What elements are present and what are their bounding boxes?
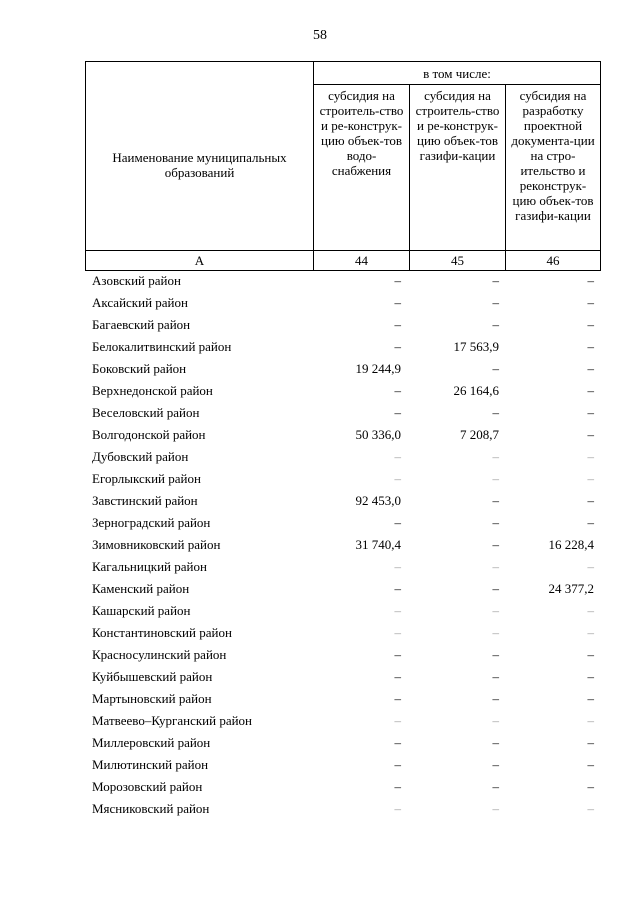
row-value-col-44: –	[394, 581, 401, 596]
table-row	[85, 513, 600, 535]
row-value-col-46: 24 377,2	[548, 581, 594, 596]
row-name: Егорлыкский район	[92, 471, 201, 486]
row-value-col-44: –	[394, 515, 401, 530]
row-value-col-44: –	[394, 801, 401, 816]
column-header-water: субсидия на строитель-ство и ре-конструк-цию объек-тов водо-снабжения	[314, 85, 410, 251]
row-name: Боковский район	[92, 361, 187, 376]
row-value-col-45: –	[492, 713, 499, 728]
row-value-col-46: –	[587, 779, 594, 794]
table-row	[85, 557, 600, 579]
row-value-col-44: 50 336,0	[355, 427, 401, 442]
row-name: Белокалитвинский район	[92, 339, 232, 354]
row-value-col-45: –	[492, 515, 499, 530]
row-value-col-45: –	[492, 559, 499, 574]
row-value-col-46: –	[587, 801, 594, 816]
table-row	[85, 711, 600, 733]
row-name: Милютинский район	[92, 757, 209, 772]
row-value-col-46: –	[587, 427, 594, 442]
column-header-design: субсидия на разработку проектной документа-ции на стро-ительство и реконструк-цию объек-тов газифи-кации	[506, 85, 601, 251]
row-name: Аксайский район	[92, 295, 188, 310]
header-name: Наименование муниципальных образований	[112, 150, 287, 180]
table-header	[85, 61, 601, 271]
row-name: Волгодонской район	[92, 427, 206, 442]
row-name: Кагальницкий район	[92, 559, 207, 574]
row-value-col-46: –	[587, 757, 594, 772]
row-value-col-46: –	[587, 493, 594, 508]
table-row	[85, 799, 600, 821]
table-row	[85, 293, 600, 315]
row-value-col-44: –	[394, 383, 401, 398]
row-name: Каменский район	[92, 581, 190, 596]
table-row	[85, 777, 600, 799]
row-value-col-44: –	[394, 603, 401, 618]
page-number: 58	[313, 28, 327, 43]
row-value-col-45: –	[492, 581, 499, 596]
row-value-col-45: –	[492, 647, 499, 662]
row-value-col-46: –	[587, 449, 594, 464]
row-name: Зерноградский район	[92, 515, 211, 530]
row-value-col-45: –	[492, 471, 499, 486]
row-name: Морозовский район	[92, 779, 203, 794]
row-value-col-44: –	[394, 691, 401, 706]
row-name: Веселовский район	[92, 405, 200, 420]
row-value-col-45: –	[492, 317, 499, 332]
table-row	[85, 491, 600, 513]
row-value-col-46: –	[587, 273, 594, 288]
table-row	[85, 469, 600, 491]
row-value-col-45: 17 563,9	[453, 339, 499, 354]
row-value-col-44: –	[394, 669, 401, 684]
table-row	[85, 535, 600, 557]
row-value-col-45: –	[492, 405, 499, 420]
row-value-col-44: –	[394, 713, 401, 728]
row-value-col-45: –	[492, 691, 499, 706]
row-value-col-45: –	[492, 493, 499, 508]
row-value-col-45: –	[492, 603, 499, 618]
table-row	[85, 645, 600, 667]
row-value-col-46: –	[587, 361, 594, 376]
row-name: Миллеровский район	[92, 735, 211, 750]
table-row	[85, 733, 600, 755]
row-name: Багаевский район	[92, 317, 191, 332]
row-value-col-46: –	[587, 735, 594, 750]
row-value-col-44: –	[394, 449, 401, 464]
table-row	[85, 381, 600, 403]
row-name: Мясниковский район	[92, 801, 210, 816]
column-number-44: 44	[314, 251, 410, 271]
row-name: Завстинский район	[92, 493, 198, 508]
table-row	[85, 667, 600, 689]
column-header-gas: субсидия на строитель-ство и ре-конструк-цию объек-тов газифи-кации	[410, 85, 506, 251]
row-value-col-46: –	[587, 647, 594, 662]
table-body	[85, 271, 600, 821]
row-value-col-44: –	[394, 471, 401, 486]
row-value-col-44: –	[394, 295, 401, 310]
row-name: Константиновский район	[92, 625, 232, 640]
row-value-col-46: –	[587, 669, 594, 684]
row-value-col-44: –	[394, 317, 401, 332]
row-value-col-44: –	[394, 405, 401, 420]
row-name: Мартыновский район	[92, 691, 212, 706]
row-value-col-46: –	[587, 515, 594, 530]
column-number-45: 45	[410, 251, 506, 271]
group-header: в том числе:	[314, 62, 601, 85]
row-value-col-46: –	[587, 559, 594, 574]
row-value-col-45: –	[492, 537, 499, 552]
row-value-col-45: 26 164,6	[453, 383, 499, 398]
row-value-col-44: –	[394, 779, 401, 794]
row-name: Зимовниковский район	[92, 537, 221, 552]
row-name: Матвеево–Курганский район	[92, 713, 253, 728]
row-value-col-44: 31 740,4	[355, 537, 401, 552]
table-row	[85, 755, 600, 777]
row-value-col-45: –	[492, 625, 499, 640]
table-row	[85, 447, 600, 469]
row-value-col-46: –	[587, 603, 594, 618]
table-row	[85, 425, 600, 447]
row-value-col-46: –	[587, 625, 594, 640]
table-row	[85, 315, 600, 337]
row-value-col-45: –	[492, 735, 499, 750]
table-row	[85, 271, 600, 293]
table-row	[85, 623, 600, 645]
row-value-col-45: –	[492, 669, 499, 684]
row-value-col-44: –	[394, 273, 401, 288]
header-name-cell	[86, 62, 314, 251]
row-value-col-46: –	[587, 691, 594, 706]
row-name: Азовский район	[92, 273, 181, 288]
row-value-col-46: 16 228,4	[548, 537, 594, 552]
row-value-col-46: –	[587, 471, 594, 486]
row-value-col-44: 92 453,0	[355, 493, 401, 508]
row-value-col-44: –	[394, 339, 401, 354]
row-value-col-45: –	[492, 449, 499, 464]
column-number-a: А	[86, 251, 314, 271]
row-value-col-45: 7 208,7	[460, 427, 499, 442]
row-value-col-44: –	[394, 559, 401, 574]
row-value-col-44: –	[394, 647, 401, 662]
row-value-col-44: –	[394, 757, 401, 772]
column-number-46: 46	[506, 251, 601, 271]
row-name: Дубовский район	[92, 449, 189, 464]
table-row	[85, 403, 600, 425]
row-value-col-44: 19 244,9	[355, 361, 401, 376]
row-value-col-45: –	[492, 273, 499, 288]
row-value-col-46: –	[587, 383, 594, 398]
row-value-col-46: –	[587, 295, 594, 310]
row-value-col-46: –	[587, 713, 594, 728]
table-row	[85, 359, 600, 381]
row-name: Верхнедонской район	[92, 383, 213, 398]
row-value-col-44: –	[394, 625, 401, 640]
row-value-col-46: –	[587, 339, 594, 354]
row-name: Красносулинский район	[92, 647, 227, 662]
row-value-col-45: –	[492, 361, 499, 376]
row-value-col-46: –	[587, 405, 594, 420]
row-value-col-45: –	[492, 757, 499, 772]
table-row	[85, 601, 600, 623]
row-value-col-44: –	[394, 735, 401, 750]
row-name: Куйбышевский район	[92, 669, 213, 684]
table-row	[85, 337, 600, 359]
table-row	[85, 579, 600, 601]
row-value-col-46: –	[587, 317, 594, 332]
row-value-col-45: –	[492, 779, 499, 794]
row-name: Кашарский район	[92, 603, 191, 618]
row-value-col-45: –	[492, 295, 499, 310]
table-row	[85, 689, 600, 711]
row-value-col-45: –	[492, 801, 499, 816]
